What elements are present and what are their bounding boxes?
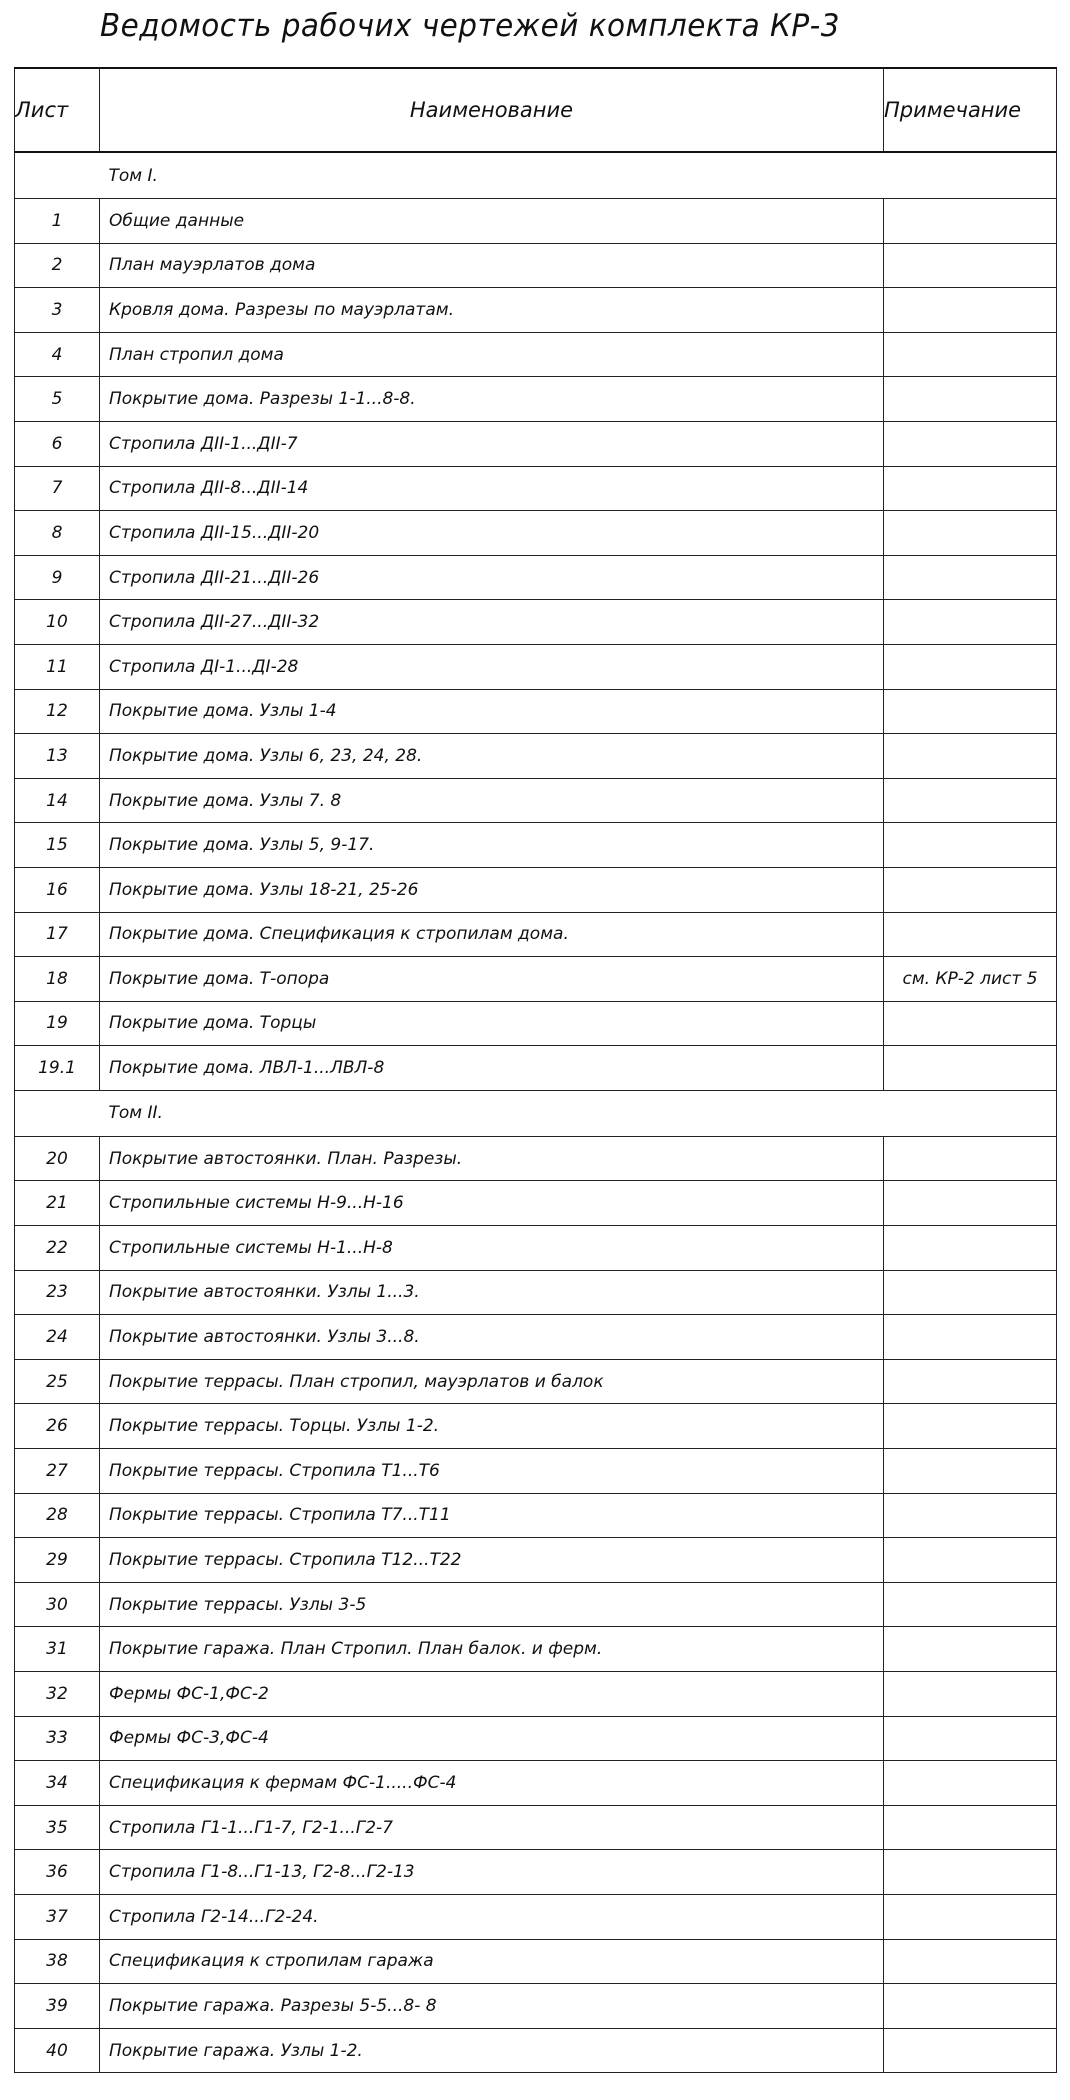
sheet-note [884, 1627, 1057, 1672]
table-row [15, 689, 1057, 734]
sheet-name: Покрытие дома. Спецификация к стропилам дома. [100, 912, 884, 957]
sheet-note: см. КР-2 лист 5 [884, 957, 1057, 1002]
volume-label: Том II. [100, 1090, 1057, 1136]
sheet-name: Покрытие террасы. Стропила Т1...Т6 [100, 1449, 884, 1494]
sheet-number: 20 [15, 1136, 100, 1181]
sheet-number: 34 [15, 1761, 100, 1806]
sheet-name: Стропила ДII-15...ДII-20 [100, 511, 884, 556]
sheet-note [884, 1894, 1057, 1939]
sheet-name: Покрытие террасы. Торцы. Узлы 1-2. [100, 1404, 884, 1449]
sheet-name: Покрытие дома. Узлы 1-4 [100, 689, 884, 734]
sheet-number: 22 [15, 1226, 100, 1271]
table-row [15, 644, 1057, 689]
sheet-note [884, 644, 1057, 689]
sheet-name: Покрытие дома. Узлы 6, 23, 24, 28. [100, 734, 884, 779]
sheet-note [884, 1001, 1057, 1046]
sheet-name: Покрытие автостоянки. План. Разрезы. [100, 1136, 884, 1181]
sheet-note [884, 377, 1057, 422]
table-row [15, 600, 1057, 645]
table-row [15, 1181, 1057, 1226]
sheet-note [884, 689, 1057, 734]
sheet-name: Покрытие дома. Торцы [100, 1001, 884, 1046]
sheet-number: 17 [15, 912, 100, 957]
volume-row [15, 152, 1057, 199]
sheet-note [884, 1315, 1057, 1360]
table-row [15, 421, 1057, 466]
sheet-note [884, 288, 1057, 333]
header-row [15, 68, 1057, 152]
sheet-name: Стропила ДI-1...ДI-28 [100, 644, 884, 689]
table-row [15, 511, 1057, 556]
table-row [15, 1001, 1057, 1046]
table-row [15, 1939, 1057, 1984]
sheet-name: Покрытие дома. Т-опора [100, 957, 884, 1002]
sheet-number: 8 [15, 511, 100, 556]
drawing-list-table [14, 67, 1057, 2073]
table-row [15, 555, 1057, 600]
page-title: Ведомость рабочих чертежей комплекта КР-3 [100, 8, 840, 44]
table-row [15, 1315, 1057, 1360]
table-row [15, 1538, 1057, 1583]
table-row [15, 1359, 1057, 1404]
sheet-note [884, 243, 1057, 288]
table-row [15, 823, 1057, 868]
sheet-note [884, 1270, 1057, 1315]
table-row [15, 1716, 1057, 1761]
sheet-note [884, 1672, 1057, 1717]
table-row [15, 1493, 1057, 1538]
sheet-note [884, 1939, 1057, 1984]
sheet-name: Покрытие дома. Узлы 5, 9-17. [100, 823, 884, 868]
sheet-name: Фермы ФС-1,ФС-2 [100, 1672, 884, 1717]
sheet-number: 26 [15, 1404, 100, 1449]
sheet-number: 7 [15, 466, 100, 511]
sheet-note [884, 1850, 1057, 1895]
sheet-note [884, 778, 1057, 823]
sheet-name: Стропила ДII-1...ДII-7 [100, 421, 884, 466]
table-row [15, 1805, 1057, 1850]
sheet-name: Стропила Г1-8...Г1-13, Г2-8...Г2-13 [100, 1850, 884, 1895]
sheet-name: Спецификация к фермам ФС-1.....ФС-4 [100, 1761, 884, 1806]
header-sheet: Лист [15, 68, 100, 152]
sheet-number: 35 [15, 1805, 100, 1850]
sheet-number: 1 [15, 199, 100, 244]
table-row [15, 288, 1057, 333]
sheet-note [884, 2028, 1057, 2073]
sheet-number: 12 [15, 689, 100, 734]
sheet-note [884, 466, 1057, 511]
table-row [15, 1449, 1057, 1494]
sheet-number: 19 [15, 1001, 100, 1046]
sheet-number: 13 [15, 734, 100, 779]
volume-spacer [15, 1090, 100, 1136]
sheet-number: 38 [15, 1939, 100, 1984]
volume-spacer [15, 152, 100, 199]
sheet-name: Общие данные [100, 199, 884, 244]
sheet-note [884, 1449, 1057, 1494]
sheet-number: 16 [15, 867, 100, 912]
sheet-note [884, 1046, 1057, 1091]
sheet-name: Покрытие дома. Узлы 18-21, 25-26 [100, 867, 884, 912]
sheet-note [884, 1493, 1057, 1538]
sheet-note [884, 1226, 1057, 1271]
table-row [15, 1404, 1057, 1449]
sheet-name: Покрытие дома. Узлы 7. 8 [100, 778, 884, 823]
sheet-number: 10 [15, 600, 100, 645]
table-row [15, 778, 1057, 823]
table-row [15, 1627, 1057, 1672]
table-row [15, 466, 1057, 511]
sheet-name: Покрытие автостоянки. Узлы 3...8. [100, 1315, 884, 1360]
table-row [15, 1270, 1057, 1315]
sheet-note [884, 823, 1057, 868]
sheet-number: 5 [15, 377, 100, 422]
sheet-number: 32 [15, 1672, 100, 1717]
sheet-number: 15 [15, 823, 100, 868]
sheet-name: Стропила ДII-21...ДII-26 [100, 555, 884, 600]
table-row [15, 199, 1057, 244]
table-row [15, 867, 1057, 912]
sheet-note [884, 1716, 1057, 1761]
sheet-note [884, 199, 1057, 244]
sheet-number: 37 [15, 1894, 100, 1939]
volume-row [15, 1090, 1057, 1136]
sheet-name: Спецификация к стропилам гаража [100, 1939, 884, 1984]
table-row [15, 332, 1057, 377]
sheet-number: 29 [15, 1538, 100, 1583]
sheet-number: 18 [15, 957, 100, 1002]
table-row [15, 1226, 1057, 1271]
table-row [15, 1672, 1057, 1717]
sheet-note [884, 1136, 1057, 1181]
table-row [15, 1850, 1057, 1895]
sheet-name: План мауэрлатов дома [100, 243, 884, 288]
sheet-note [884, 1761, 1057, 1806]
sheet-name: Стропила ДII-8...ДII-14 [100, 466, 884, 511]
table-row [15, 1761, 1057, 1806]
sheet-number: 21 [15, 1181, 100, 1226]
sheet-name: Покрытие террасы. Стропила Т12...Т22 [100, 1538, 884, 1583]
sheet-name: Покрытие террасы. План стропил, мауэрлатов и балок [100, 1359, 884, 1404]
sheet-number: 25 [15, 1359, 100, 1404]
table-row [15, 1894, 1057, 1939]
sheet-name: Стропильные системы Н-1...Н-8 [100, 1226, 884, 1271]
sheet-number: 23 [15, 1270, 100, 1315]
sheet-note [884, 1181, 1057, 1226]
header-name: Наименование [100, 68, 884, 152]
sheet-name: Покрытие дома. Разрезы 1-1...8-8. [100, 377, 884, 422]
sheet-number: 6 [15, 421, 100, 466]
sheet-name: Кровля дома. Разрезы по мауэрлатам. [100, 288, 884, 333]
sheet-note [884, 734, 1057, 779]
sheet-number: 2 [15, 243, 100, 288]
sheet-note [884, 1359, 1057, 1404]
sheet-number: 39 [15, 1984, 100, 2029]
table-row [15, 1046, 1057, 1091]
sheet-number: 31 [15, 1627, 100, 1672]
sheet-name: Фермы ФС-3,ФС-4 [100, 1716, 884, 1761]
sheet-note [884, 332, 1057, 377]
sheet-note [884, 555, 1057, 600]
table-body [15, 152, 1057, 2073]
sheet-name: Стропила ДII-27...ДII-32 [100, 600, 884, 645]
sheet-name: План стропил дома [100, 332, 884, 377]
sheet-number: 30 [15, 1582, 100, 1627]
table-row [15, 2028, 1057, 2073]
sheet-number: 9 [15, 555, 100, 600]
sheet-name: Покрытие гаража. Разрезы 5-5...8- 8 [100, 1984, 884, 2029]
sheet-number: 24 [15, 1315, 100, 1360]
sheet-number: 19.1 [15, 1046, 100, 1091]
sheet-name: Стропила Г2-14...Г2-24. [100, 1894, 884, 1939]
sheet-number: 4 [15, 332, 100, 377]
sheet-note [884, 1582, 1057, 1627]
sheet-note [884, 867, 1057, 912]
table-header [15, 68, 1057, 152]
table-row [15, 734, 1057, 779]
sheet-number: 33 [15, 1716, 100, 1761]
sheet-note [884, 1538, 1057, 1583]
sheet-name: Стропильные системы Н-9...Н-16 [100, 1181, 884, 1226]
sheet-number: 11 [15, 644, 100, 689]
table-row [15, 957, 1057, 1002]
sheet-note [884, 912, 1057, 957]
sheet-number: 28 [15, 1493, 100, 1538]
sheet-note [884, 1404, 1057, 1449]
table-row [15, 1582, 1057, 1627]
sheet-name: Стропила Г1-1...Г1-7, Г2-1...Г2-7 [100, 1805, 884, 1850]
sheet-name: Покрытие террасы. Стропила Т7...Т11 [100, 1493, 884, 1538]
header-note: Примечание [884, 68, 1057, 152]
sheet-note [884, 1805, 1057, 1850]
sheet-number: 36 [15, 1850, 100, 1895]
sheet-note [884, 1984, 1057, 2029]
sheet-name: Покрытие гаража. План Стропил. План балок. и ферм. [100, 1627, 884, 1672]
sheet-name: Покрытие автостоянки. Узлы 1...3. [100, 1270, 884, 1315]
table-row [15, 1984, 1057, 2029]
table-row [15, 912, 1057, 957]
table-row [15, 1136, 1057, 1181]
sheet-name: Покрытие дома. ЛВЛ-1...ЛВЛ-8 [100, 1046, 884, 1091]
sheet-name: Покрытие гаража. Узлы 1-2. [100, 2028, 884, 2073]
sheet-name: Покрытие террасы. Узлы 3-5 [100, 1582, 884, 1627]
sheet-number: 3 [15, 288, 100, 333]
volume-label: Том I. [100, 152, 1057, 199]
sheet-note [884, 600, 1057, 645]
table-row [15, 377, 1057, 422]
sheet-number: 27 [15, 1449, 100, 1494]
sheet-number: 40 [15, 2028, 100, 2073]
sheet-note [884, 421, 1057, 466]
sheet-number: 14 [15, 778, 100, 823]
table-row [15, 243, 1057, 288]
sheet-note [884, 511, 1057, 556]
